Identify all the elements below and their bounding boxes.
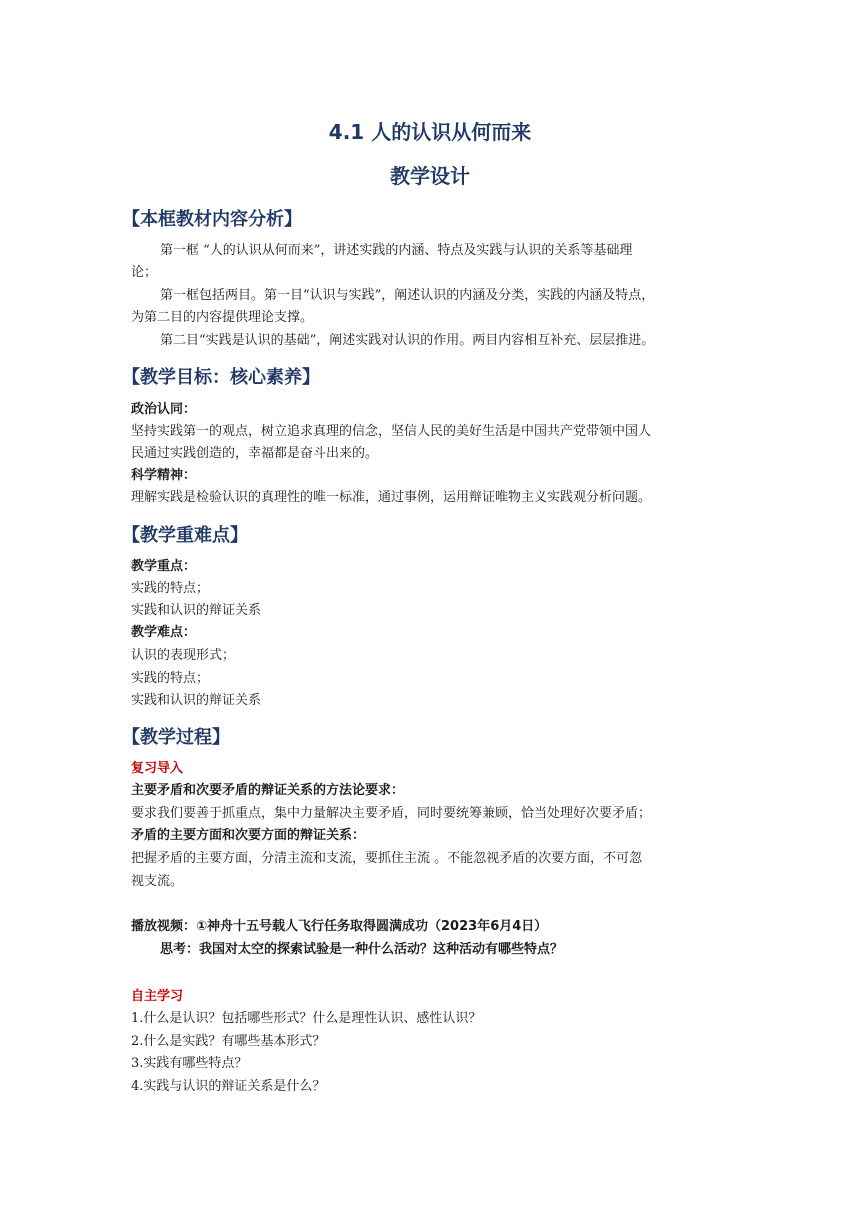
document-subtitle: 教学设计	[390, 164, 470, 188]
section-heading-key-points: 【教学重难点】	[122, 525, 248, 546]
subsection-label: 科学精神：	[131, 468, 197, 483]
section-heading-teaching-process: 【教学过程】	[122, 727, 230, 748]
paragraph-line: 坚持实践第一的观点，树立追求真理的信念，坚信人民的美好生活是中国共产党带领中国人	[131, 424, 652, 439]
document-title: 4.1 人的认识从何而来	[328, 120, 532, 144]
list-item: 实践的特点；	[131, 671, 210, 686]
paragraph-line: 第一框包括两目。第一目“认识与实践”，阐述认识的内涵及分类，实践的内涵及特点，	[160, 288, 655, 303]
subsection-label: 教学难点：	[131, 625, 197, 640]
list-item: 实践和认识的辩证关系	[131, 693, 262, 708]
question-item: 4.实践与认识的辩证关系是什么？	[131, 1079, 326, 1094]
subsection-label: 政治认同：	[131, 402, 197, 417]
review-intro-label: 复习导入	[131, 761, 184, 776]
paragraph-line: 要求我们要善于抓重点，集中力量解决主要矛盾，同时要统筹兼顾，恰当处理好次要矛盾；	[131, 806, 652, 821]
list-item: 实践和认识的辩证关系	[131, 603, 262, 618]
video-prompt: 播放视频：①神舟十五号载人飞行任务取得圆满成功（2023年6月4日）	[131, 919, 548, 934]
paragraph-line: 为第二目的内容提供理论支撑。	[131, 310, 314, 325]
question-item: 2.什么是实践？有哪些基本形式？	[131, 1034, 326, 1049]
subsection-label: 矛盾的主要方面和次要方面的辩证关系：	[131, 828, 366, 843]
question-item: 1.什么是认识？包括哪些形式？什么是理性认识、感性认识？	[131, 1011, 482, 1026]
paragraph-line: 第一框 “人的认识从何而来”，讲述实践的内涵、特点及实践与认识的关系等基础理	[160, 243, 633, 258]
list-item: 认识的表现形式；	[131, 648, 236, 663]
subsection-label: 教学重点：	[131, 559, 197, 574]
list-item: 实践的特点；	[131, 581, 210, 596]
paragraph-line: 理解实践是检验认识的真理性的唯一标准，通过事例，运用辩证唯物主义实践观分析问题。	[131, 490, 652, 505]
subsection-label: 主要矛盾和次要矛盾的辩证关系的方法论要求：	[131, 783, 405, 798]
paragraph-line: 视支流。	[131, 874, 184, 889]
question-item: 3.实践有哪些特点？	[131, 1056, 248, 1071]
paragraph-line: 民通过实践创造的，幸福都是奋斗出来的。	[131, 446, 379, 461]
paragraph-line: 把握矛盾的主要方面，分清主流和支流，要抓住主流 。不能忽视矛盾的次要方面，不可忽	[131, 851, 643, 866]
section-heading-content-analysis: 【本框教材内容分析】	[122, 209, 302, 230]
paragraph-line: 第二目“实践是认识的基础”，阐述实践对认识的作用。两目内容相互补充、层层推进。	[160, 333, 655, 348]
section-heading-teaching-goals: 【教学目标：核心素养】	[122, 367, 320, 388]
paragraph-line: 论；	[131, 265, 158, 280]
think-question: 思考：我国对太空的探索试验是一种什么活动？这种活动有哪些特点？	[160, 942, 564, 957]
self-study-label: 自主学习	[131, 989, 184, 1004]
